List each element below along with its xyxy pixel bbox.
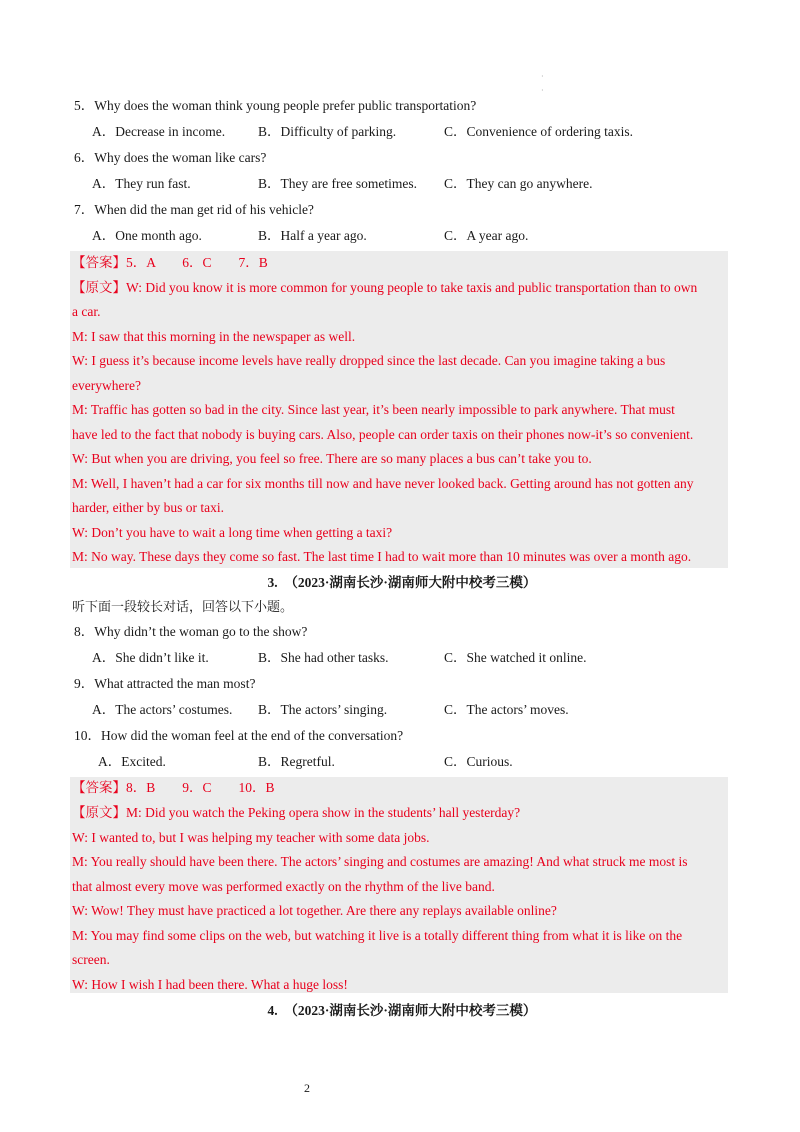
answer-line-8-10: 【答案】8．B 9．C 10．B [72,780,275,795]
q6-option-c: C．They can go anywhere. [444,176,593,191]
transcript-line: a car. [72,304,101,319]
q6-option-b: B．They are free sometimes. [258,176,417,191]
transcript-line: W: I wanted to, but I was helping my teacher with some data jobs. [72,830,430,845]
q9-option-c: C．The actors’ moves. [444,702,569,717]
answer-line-5-7: 【答案】5．A 6．C 7．B [72,255,268,270]
q9-option-b: B．The actors’ singing. [258,702,388,717]
q7-option-c: C．A year ago. [444,228,529,243]
question-9-stem: 9．What attracted the man most? [74,676,256,691]
transcript-line: M: No way. These days they come so fast. The last time I had to wait more than 10 minutes was over a month ago. [72,549,692,564]
q6-option-a: A．They run fast. [92,176,191,191]
question-10-stem: 10．How did the woman feel at the end of the conversation? [74,728,404,743]
transcript-line: W: How I wish I had been there. What a huge loss! [72,977,348,992]
transcript-line: M: Traffic has gotten so bad in the city. Since last year, it’s been nearly impossible to park anywhere. That must [72,402,675,417]
q5-option-c: C．Convenience of ordering taxis. [444,124,633,139]
transcript-line: harder, either by bus or taxi. [72,500,225,515]
transcript-line: W: Don’t you have to wait a long time when getting a taxi? [72,525,393,540]
q10-option-a: A．Excited. [98,754,166,769]
q5-option-a: A．Decrease in income. [92,124,226,139]
transcript-line: W: But when you are driving, you feel so free. There are so many places a bus can’t take you to. [72,451,592,466]
transcript-line: M: I saw that this morning in the newspaper as well. [72,329,356,344]
section-3-instruction: 听下面一段较长对话，回答以下小题。 [72,600,294,615]
section-4-heading: 4. （2023·湖南长沙·湖南师大附中校考三模） [267,1003,537,1018]
q7-option-a: A．One month ago. [92,228,202,243]
section-3-heading: 3. （2023·湖南长沙·湖南师大附中校考三模） [267,575,537,590]
transcript-line: 【原文】M: Did you watch the Peking opera show in the students’ hall yesterday? [72,805,521,820]
q8-option-b: B．She had other tasks. [258,650,389,665]
transcript-line: 【原文】W: Did you know it is more common for young people to take taxis and public transportation than to own [72,280,698,295]
transcript-line: everywhere? [72,378,141,393]
q10-option-b: B．Regretful. [258,754,335,769]
question-7-stem: 7．When did the man get rid of his vehicle? [74,202,314,217]
transcript-line: W: I guess it’s because income levels have really dropped since the last decade. Can you imagine taking a bus [72,353,666,368]
decorative-dots: · · [541,72,544,95]
q8-option-c: C．She watched it online. [444,650,587,665]
transcript-line: screen. [72,952,110,967]
transcript-line: M: You really should have been there. The actors’ singing and costumes are amazing! And what struck me most is [72,854,688,869]
q9-option-a: A．The actors’ costumes. [92,702,233,717]
transcript-line: have led to the fact that nobody is buying cars. Also, people can order taxis on their phones now-it’s so convenient. [72,427,694,442]
q7-option-b: B．Half a year ago. [258,228,367,243]
q10-option-c: C．Curious. [444,754,513,769]
q5-option-b: B．Difficulty of parking. [258,124,397,139]
transcript-line: W: Wow! They must have practiced a lot together. Are there any replays available online? [72,903,557,918]
transcript-line: M: Well, I haven’t had a car for six months till now and have never looked back. Getting around has not gotten any [72,476,694,491]
page-number: 2 [304,1081,310,1095]
question-6-stem: 6．Why does the woman like cars? [74,150,267,165]
transcript-line: that almost every move was performed exactly on the rhythm of the live band. [72,879,495,894]
q8-option-a: A．She didn’t like it. [92,650,209,665]
transcript-line: M: You may find some clips on the web, but watching it live is a totally different thing from what it is like on the [72,928,683,943]
question-8-stem: 8．Why didn’t the woman go to the show? [74,624,308,639]
question-5-stem: 5．Why does the woman think young people prefer public transportation? [74,98,477,113]
